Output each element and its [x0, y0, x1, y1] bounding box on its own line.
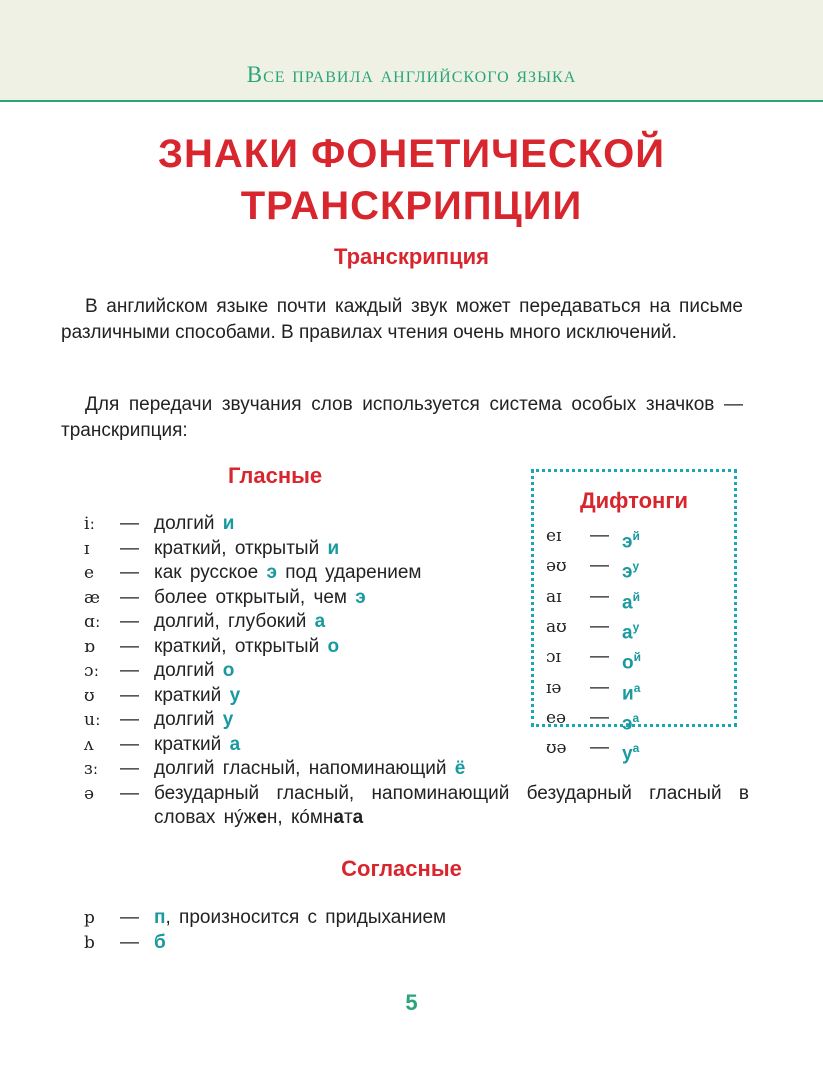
vowel-sound: о — [222, 660, 235, 681]
dash: — — [120, 660, 139, 681]
dash: — — [120, 733, 139, 755]
dash: — — [590, 706, 609, 728]
running-header: Все правила английского языка — [246, 62, 577, 87]
diphthong-symbol: əʊ — [546, 556, 567, 577]
list-item — [546, 524, 641, 554]
dash: — — [590, 525, 609, 546]
page-title-line-1: ЗНАКИ ФОНЕТИЧЕСКОЙ — [157, 132, 666, 176]
vowel-symbol: e — [84, 563, 95, 583]
example-word-nuzhen: нýжен, — [223, 807, 283, 828]
page-title-line-2: ТРАНСКРИПЦИИ — [240, 184, 583, 228]
vowel-symbol: ɜː — [84, 759, 99, 779]
diphthong-sound: $у^а$ — [622, 741, 640, 765]
vowel-sound: ё — [454, 758, 466, 779]
consonant-sound: п — [154, 907, 166, 928]
dash: — — [120, 562, 139, 583]
vowels-heading: Гласные — [228, 463, 323, 488]
dash: — — [590, 737, 609, 759]
vowel-description: безударный гласный, напоминающий безударный гласный в словах — [154, 782, 749, 828]
vowel-sound: э — [355, 586, 366, 608]
list-item — [546, 706, 641, 736]
list-item — [546, 736, 641, 766]
vowel-description: долгий, глубокий — [154, 611, 307, 632]
vowel-symbol: æ — [84, 587, 100, 608]
dash: — — [120, 684, 139, 706]
vowel-description: краткий — [154, 684, 222, 706]
dash: — — [590, 615, 609, 637]
consonant-symbol: b — [84, 932, 95, 953]
diphthong-symbol: eɪ — [546, 526, 562, 546]
diphthong-sound: $а^й$ — [622, 589, 640, 613]
consonants-heading: Согласные — [341, 856, 462, 881]
list-item — [546, 645, 641, 675]
list-item — [546, 676, 641, 706]
diphthongs-heading: Дифтонги — [579, 488, 689, 513]
diphthong-sound: $и^а$ — [622, 680, 641, 704]
list-item — [84, 906, 749, 931]
vowel-sound: у — [229, 684, 241, 706]
list-item — [546, 615, 641, 645]
vowel-description: долгий — [154, 513, 215, 534]
section-heading: Транскрипция — [334, 244, 489, 269]
consonant-symbol: p — [84, 908, 95, 928]
dash: — — [120, 537, 139, 559]
dash: — — [590, 646, 609, 668]
consonants-list — [84, 906, 749, 955]
consonant-description: , произносится с придыханием — [165, 907, 447, 928]
vowel-symbol: ɒ — [84, 636, 95, 657]
vowel-sound: а — [314, 611, 326, 632]
vowel-sound: о — [327, 635, 340, 657]
vowel-symbol: ʌ — [84, 734, 94, 755]
dash: — — [120, 586, 139, 608]
vowel-sound: и — [327, 537, 340, 559]
dash: — — [590, 585, 609, 607]
diphthong-sound: $а^у$ — [622, 619, 640, 644]
diphthong-symbol: ɪə — [546, 677, 562, 698]
vowel-symbol: uː — [84, 710, 101, 730]
dash: — — [120, 611, 139, 632]
diphthong-sound: $э^й$ — [622, 529, 640, 553]
vowel-sound: э — [266, 562, 277, 583]
vowel-description: краткий, открытый — [154, 537, 320, 559]
diphthong-sound: $э^у$ — [622, 559, 640, 583]
list-item — [546, 554, 641, 584]
vowel-symbol: iː — [84, 514, 96, 534]
example-word-komnata: кóмната — [290, 807, 364, 828]
vowel-sound: а — [229, 733, 241, 755]
vowel-sound: и — [222, 513, 235, 534]
list-item — [84, 733, 749, 758]
vowel-sound: у — [222, 709, 234, 730]
header-band — [0, 0, 823, 102]
page-title — [0, 128, 823, 232]
vowel-symbol: ʊ — [84, 685, 95, 706]
page-number: 5 — [405, 990, 418, 1015]
dash: — — [120, 709, 139, 730]
diphthong-symbol: eə — [546, 707, 567, 728]
vowel-symbol: ə — [84, 783, 95, 804]
diphthong-symbol: ʊə — [546, 738, 567, 759]
dash: — — [120, 513, 139, 534]
consonant-sound: б — [154, 931, 166, 953]
vowel-symbol: ɔː — [84, 661, 100, 681]
diphthong-symbol: ɔɪ — [546, 647, 561, 668]
vowel-description: долгий — [154, 709, 215, 730]
vowel-description: краткий, открытый — [154, 635, 320, 657]
diphthongs-list — [546, 524, 641, 767]
paragraph-2: Для передачи звучания слов используется система особых значков — транскрипция: — [61, 394, 743, 441]
diphthong-sound: $э^а$ — [622, 710, 640, 735]
dash: — — [590, 555, 609, 577]
vowel-symbol: ɪ — [84, 538, 90, 559]
vowel-description: долгий гласный, напоминающий — [154, 758, 447, 779]
vowel-description: более открытый, чем — [154, 586, 347, 608]
vowel-description: долгий — [154, 660, 215, 681]
diphthong-symbol: aʊ — [546, 616, 567, 637]
dash: — — [590, 676, 609, 698]
paragraph-1: В английском языке почти каждый звук может передаваться на письме различными способами. В правилах чтения очень много исключений. — [61, 296, 743, 343]
dash: — — [120, 907, 139, 928]
dash: — — [120, 758, 139, 779]
vowel-description-after: под ударением — [285, 562, 422, 583]
vowel-symbol: ɑː — [84, 612, 101, 632]
vowel-description: как русское — [154, 562, 259, 583]
dash: — — [120, 635, 139, 657]
diphthongs-box — [531, 469, 737, 765]
diphthong-sound: $о^й$ — [622, 650, 641, 674]
list-item — [84, 931, 749, 956]
dash: — — [120, 782, 139, 804]
list-item — [546, 585, 641, 615]
list-item — [84, 782, 749, 831]
vowel-description: краткий — [154, 733, 222, 755]
dash: — — [120, 931, 139, 953]
list-item — [84, 757, 749, 782]
diphthong-symbol: aɪ — [546, 586, 562, 607]
